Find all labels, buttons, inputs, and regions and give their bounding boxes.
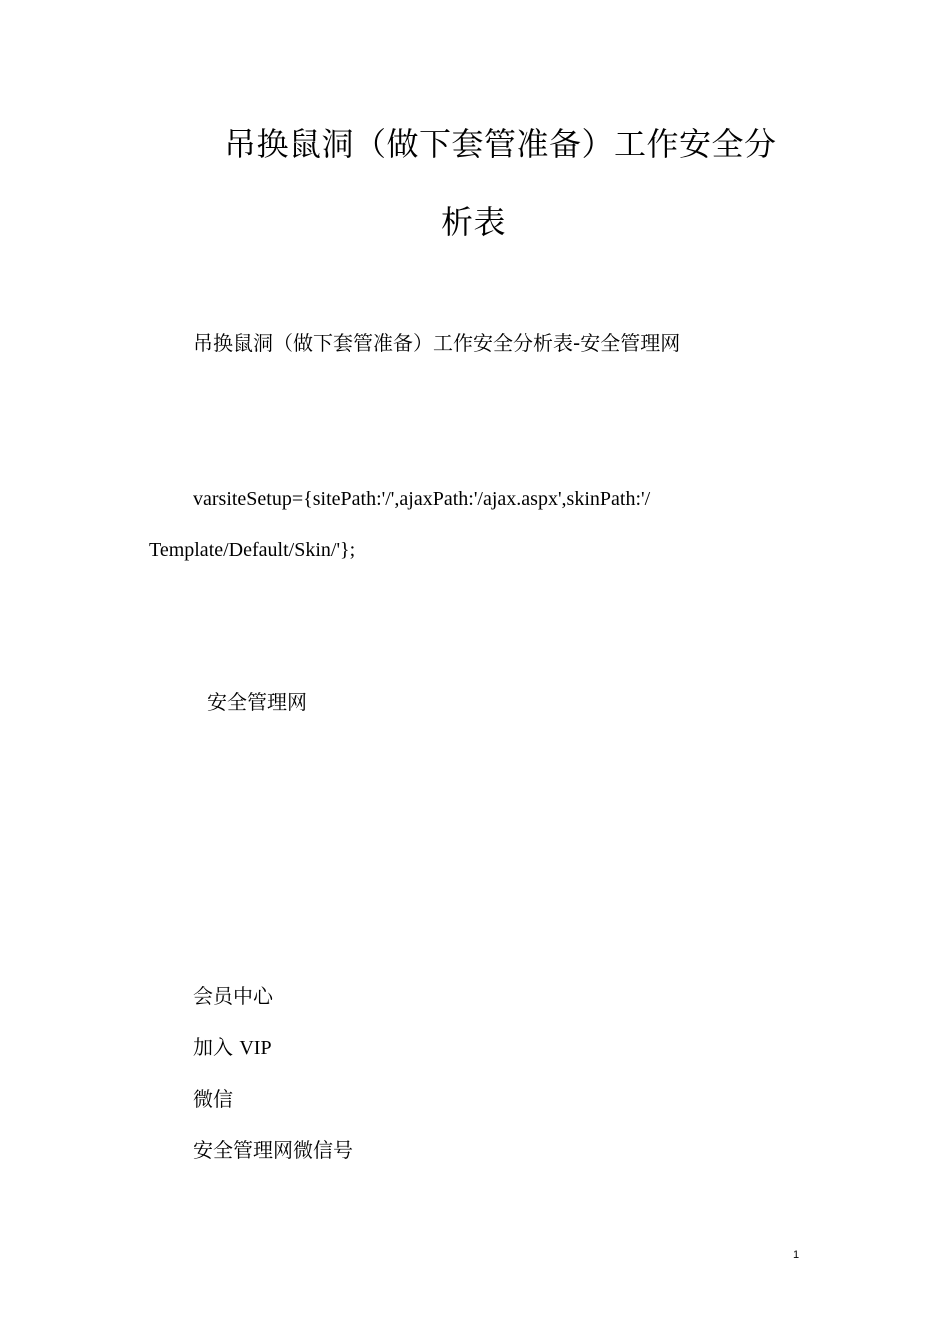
site-name-link[interactable]: 安全管理网	[207, 690, 307, 714]
document-title-line-1: 吊换鼠洞（做下套管准备）工作安全分	[224, 125, 777, 163]
join-vip-prefix: 加入	[193, 1035, 233, 1059]
script-text-line-2: Template/Default/Skin/'};	[149, 539, 356, 561]
wechat-link[interactable]: 微信	[193, 1087, 233, 1111]
member-center-link[interactable]: 会员中心	[193, 984, 273, 1008]
script-text-line-1: varsiteSetup={sitePath:'/',ajaxPath:'/ajax.aspx',skinPath:'/	[193, 488, 651, 510]
page-number: 1	[793, 1249, 800, 1261]
join-vip-label: VIP	[239, 1037, 272, 1059]
join-vip-link[interactable]	[193, 1034, 272, 1061]
document-title-line-2: 析表	[441, 203, 507, 241]
wechat-account-link[interactable]: 安全管理网微信号	[193, 1138, 353, 1162]
document-subtitle: 吊换鼠洞（做下套管准备）工作安全分析表-安全管理网	[193, 331, 681, 355]
